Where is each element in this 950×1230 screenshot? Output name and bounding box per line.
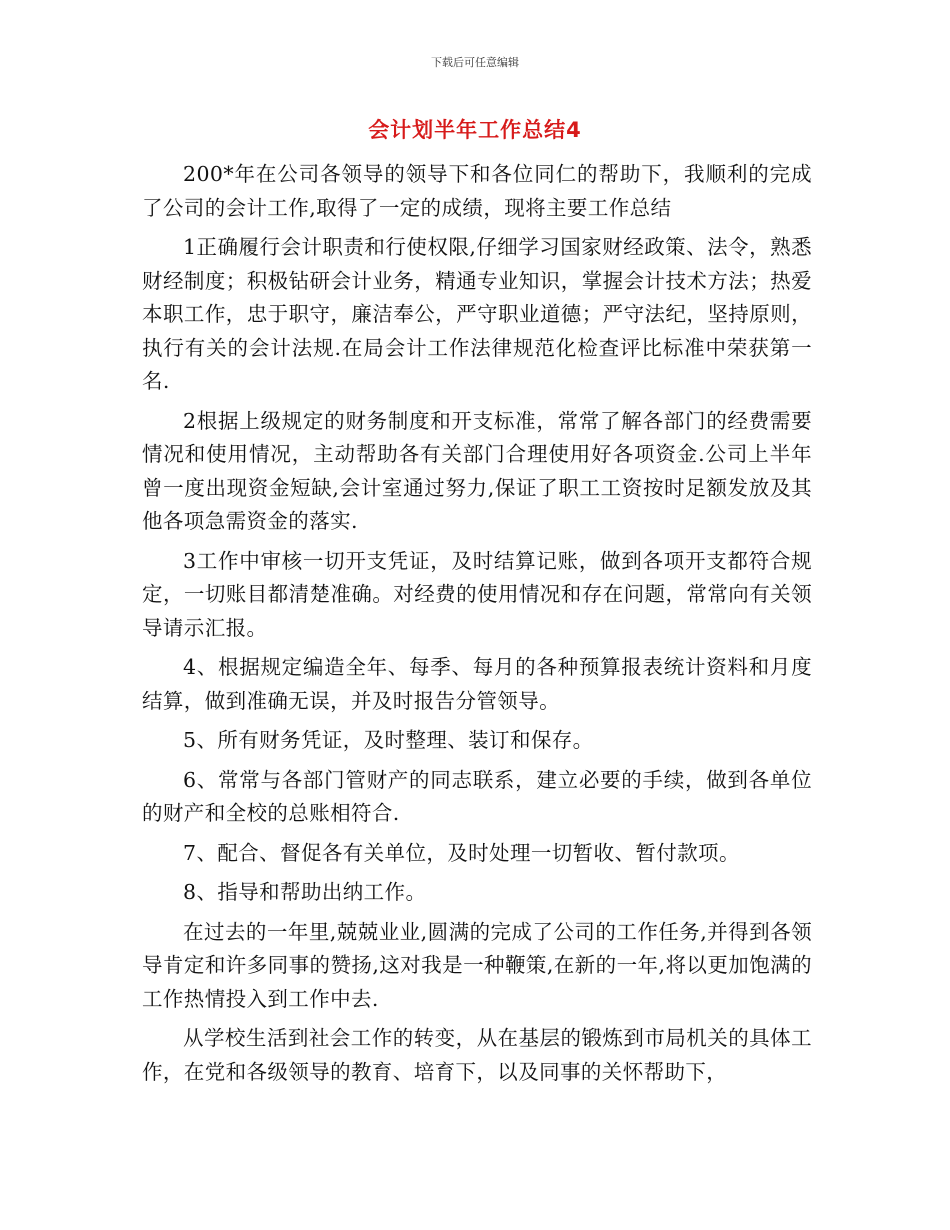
paragraph-item-1: 1正确履行会计职责和行使权限,仔细学习国家财经政策、法令，熟悉财经制度；积极钻研会计业务，精通专业知识，掌握会计技术方法；热爱本职工作，忠于职守，廉洁奉公，严守职业道德；严守法纪，坚持原则，执行有关的会计法规.在局会计工作法律规范化检查评比标准中荣获第一名. (142, 235, 812, 393)
paragraph-summary: 在过去的一年里,兢兢业业,圆满的完成了公司的工作任务,并得到各领导肯定和许多同事的赞扬,这对我是一种鞭策,在新的一年,将以更加饱满的工作热情投入到工作中去. (142, 919, 812, 1011)
paragraph-item-6: 6、常常与各部门管财产的同志联系，建立必要的手续，做到各单位的财产和全校的总账相符合. (142, 767, 812, 825)
paragraph-closing: 从学校生活到社会工作的转变，从在基层的锻炼到市局机关的具体工作，在党和各级领导的教育、培育下，以及同事的关怀帮助下， (142, 1026, 812, 1084)
paragraph-item-2: 2根据上级规定的财务制度和开支标准，常常了解各部门的经费需要情况和使用情况，主动帮助各有关部门合理使用好各项资金.公司上半年曾一度出现资金短缺,会计室通过努力,保证了职工工资按时足额发放及其他各项急需资金的落实. (142, 408, 812, 533)
paragraph-intro: 200*年在公司各领导的领导下和各位同仁的帮助下，我顺利的完成了公司的会计工作,取得了一定的成绩，现将主要工作总结 (142, 162, 812, 220)
paragraph-item-5: 5、所有财务凭证，及时整理、装订和保存。 (183, 728, 594, 752)
document-body (142, 158, 812, 1095)
document-title: 会计划半年工作总结4 (368, 118, 582, 142)
paragraph-item-8: 8、指导和帮助出纳工作。 (183, 880, 427, 904)
paragraph-item-3: 3工作中审核一切开支凭证，及时结算记账，做到各项开支都符合规定，一切账目都清楚准确。对经费的使用情况和存在问题，常常向有关领导请示汇报。 (142, 548, 812, 640)
header-note: 下载后可任意编辑 (431, 56, 519, 69)
paragraph-item-7: 7、配合、督促各有关单位，及时处理一切暂收、暂付款项。 (183, 840, 740, 865)
paragraph-item-4: 4、根据规定编造全年、每季、每月的各种预算报表统计资料和月度结算，做到准确无误，并及时报告分管领导。 (142, 655, 812, 713)
